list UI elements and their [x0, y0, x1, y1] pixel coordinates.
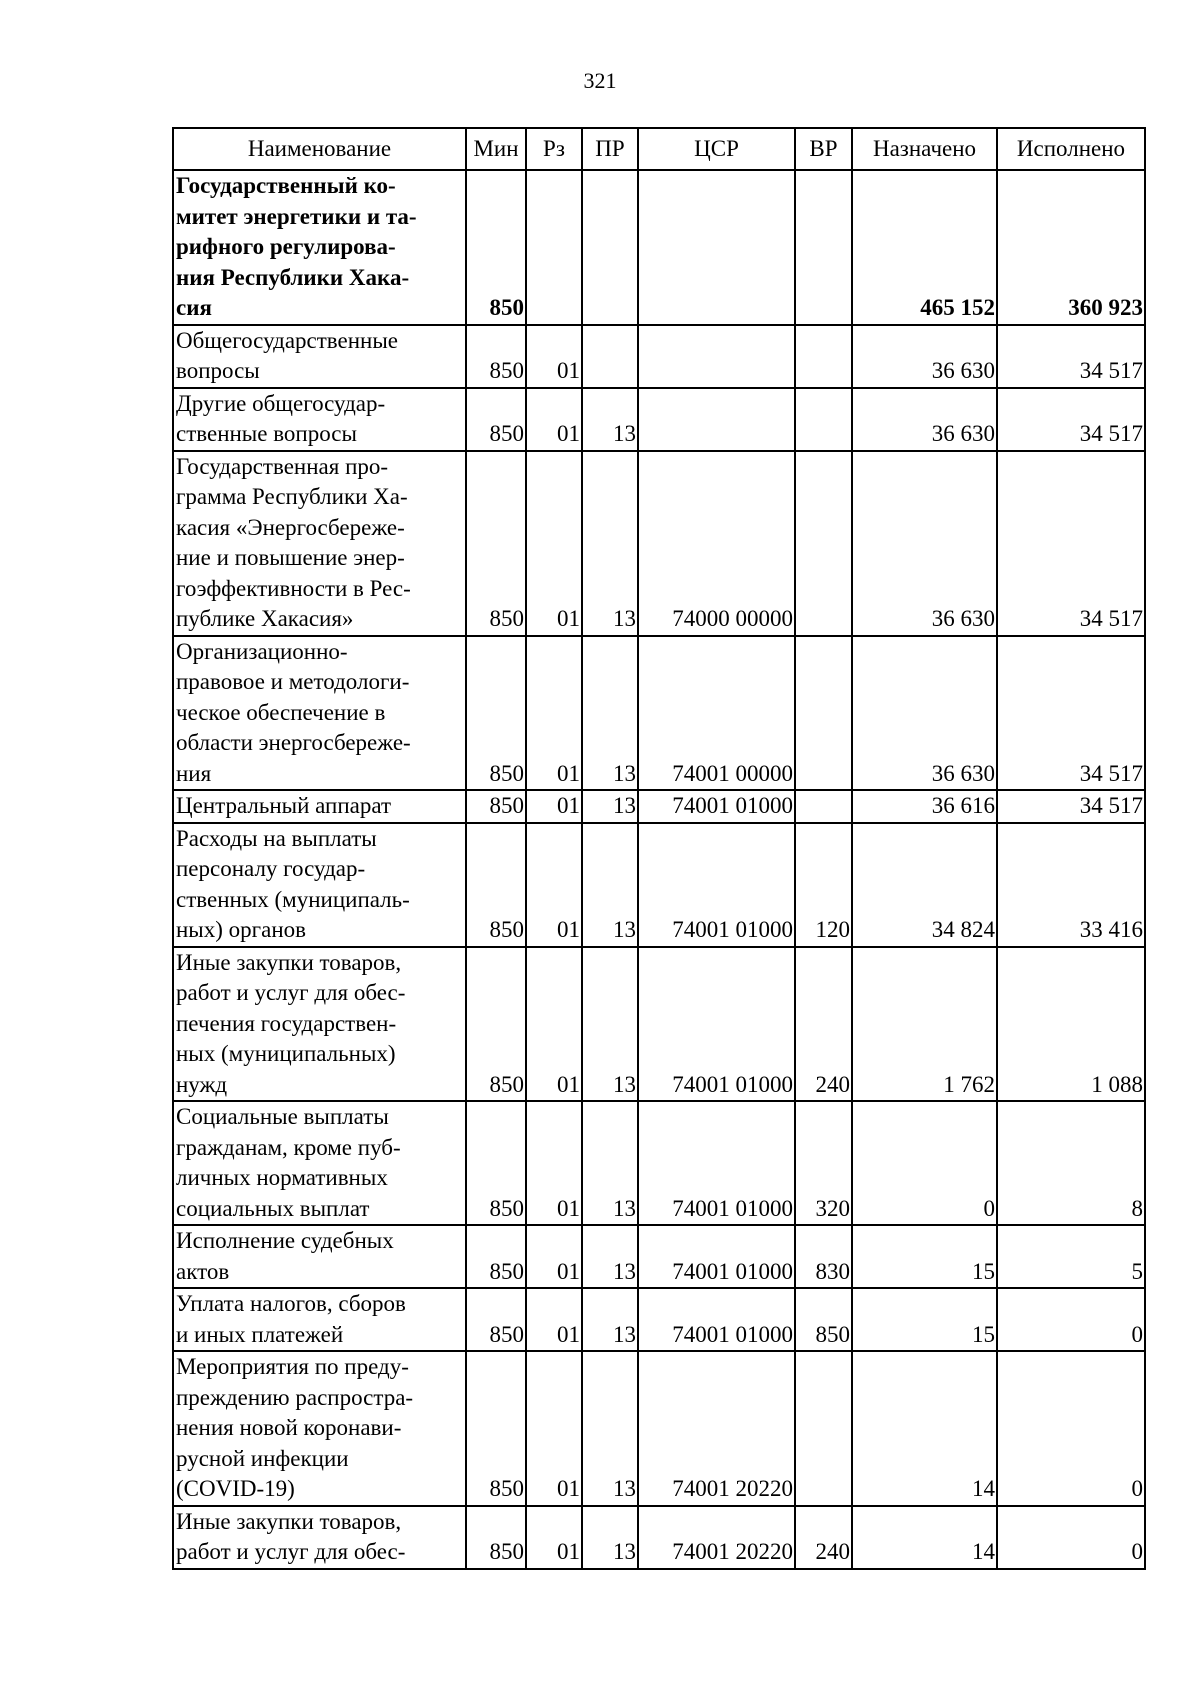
cell-name-line: работ и услуг для обес- [176, 980, 406, 1005]
cell-name-line: Расходы на выплаты [176, 825, 377, 851]
cell-csr: 74001 01000 [638, 790, 795, 823]
header-name: Наименование [173, 128, 466, 170]
cell-name [173, 790, 466, 823]
cell-rz: 01 [526, 947, 582, 1102]
cell-vr [795, 451, 852, 636]
cell-name-line: русной инфекции [176, 1445, 349, 1471]
cell-executed: 0 [997, 1351, 1145, 1506]
cell-csr: 74000 00000 [638, 451, 795, 636]
cell-name [173, 1506, 466, 1569]
cell-name-line: и иных платежей [176, 1321, 344, 1347]
cell-rz: 01 [526, 790, 582, 823]
cell-vr: 240 [795, 1506, 852, 1569]
cell-vr [795, 1351, 852, 1506]
cell-csr: 74001 01000 [638, 947, 795, 1102]
cell-min: 850 [466, 170, 526, 325]
cell-rz: 01 [526, 636, 582, 791]
cell-name-line: ных (муниципальных) [176, 1041, 396, 1066]
cell-min: 850 [466, 823, 526, 947]
cell-rz: 01 [526, 823, 582, 947]
cell-name-line: ческое обеспечение в [176, 699, 386, 725]
cell-executed: 8 [997, 1101, 1145, 1225]
table-row [173, 790, 1145, 823]
cell-min: 850 [466, 325, 526, 388]
table-row [173, 170, 1145, 325]
header-executed: Исполнено [997, 128, 1145, 170]
cell-name-line: Социальные выплаты [176, 1104, 389, 1129]
cell-name-line: Другие общегосудар- [176, 390, 386, 416]
cell-executed: 0 [997, 1506, 1145, 1569]
cell-name-line: грамма Республики Ха- [176, 484, 408, 509]
cell-assigned: 36 616 [852, 790, 997, 823]
cell-vr: 850 [795, 1288, 852, 1351]
cell-csr: 74001 01000 [638, 1101, 795, 1225]
table-row [173, 1506, 1145, 1569]
cell-name-line: личных нормативных [176, 1165, 388, 1190]
table-row [173, 451, 1145, 636]
cell-vr [795, 388, 852, 451]
cell-name-line: Организационно- [176, 638, 348, 664]
cell-executed: 1 088 [997, 947, 1145, 1102]
cell-rz: 01 [526, 1351, 582, 1506]
cell-name-line: преждению распростра- [176, 1384, 414, 1410]
cell-assigned: 0 [852, 1101, 997, 1225]
cell-name [173, 1288, 466, 1351]
cell-vr: 320 [795, 1101, 852, 1225]
cell-rz: 01 [526, 388, 582, 451]
cell-executed: 360 923 [997, 170, 1145, 325]
cell-pr [582, 325, 638, 388]
cell-csr [638, 388, 795, 451]
cell-assigned: 36 630 [852, 451, 997, 636]
cell-assigned: 36 630 [852, 388, 997, 451]
cell-name-line: Исполнение судебных [176, 1228, 394, 1253]
cell-name-line: касия «Энергосбереже- [176, 514, 405, 540]
header-vr: ВР [795, 128, 852, 170]
table-row [173, 388, 1145, 451]
cell-assigned: 14 [852, 1351, 997, 1506]
cell-name-line: Уплата налогов, сборов [176, 1291, 406, 1316]
cell-executed: 34 517 [997, 636, 1145, 791]
cell-min: 850 [466, 388, 526, 451]
table-row [173, 1101, 1145, 1225]
cell-name-line: ния [176, 760, 212, 786]
cell-vr: 830 [795, 1225, 852, 1288]
cell-assigned: 34 824 [852, 823, 997, 947]
header-rz: Рз [526, 128, 582, 170]
cell-pr [582, 170, 638, 325]
cell-vr [795, 325, 852, 388]
cell-min: 850 [466, 451, 526, 636]
cell-name-line: ние и повышение энер- [176, 545, 405, 570]
cell-name-line: ных) органов [176, 917, 306, 942]
cell-name-line: правовое и методологи- [176, 669, 410, 694]
cell-rz: 01 [526, 1288, 582, 1351]
header-min: Мин [466, 128, 526, 170]
cell-assigned: 14 [852, 1506, 997, 1569]
cell-name [173, 636, 466, 791]
cell-vr [795, 790, 852, 823]
cell-name-line: Государственный ко- [176, 173, 396, 198]
header-pr: ПР [582, 128, 638, 170]
cell-rz: 01 [526, 1101, 582, 1225]
cell-name-line: Государственная про- [176, 453, 389, 479]
header-csr: ЦСР [638, 128, 795, 170]
cell-min: 850 [466, 1351, 526, 1506]
cell-name-line: актов [176, 1258, 230, 1284]
cell-pr: 13 [582, 823, 638, 947]
cell-min: 850 [466, 1225, 526, 1288]
cell-pr: 13 [582, 1288, 638, 1351]
cell-name-line: Иные закупки товаров, [176, 1508, 402, 1534]
cell-name-line: нения новой коронави- [176, 1415, 402, 1440]
cell-name [173, 947, 466, 1102]
cell-name [173, 1101, 466, 1225]
cell-csr: 74001 20220 [638, 1506, 795, 1569]
cell-name-line: Мероприятия по преду- [176, 1354, 409, 1379]
cell-name-line: ственные вопросы [176, 421, 357, 446]
cell-csr [638, 325, 795, 388]
cell-csr: 74001 01000 [638, 1288, 795, 1351]
cell-csr: 74001 00000 [638, 636, 795, 791]
table-row [173, 823, 1145, 947]
cell-name-line: гражданам, кроме пуб- [176, 1134, 401, 1160]
cell-min: 850 [466, 1101, 526, 1225]
cell-assigned: 1 762 [852, 947, 997, 1102]
cell-pr: 13 [582, 451, 638, 636]
cell-min: 850 [466, 790, 526, 823]
cell-name [173, 325, 466, 388]
cell-min: 850 [466, 1506, 526, 1569]
cell-vr [795, 170, 852, 325]
cell-min: 850 [466, 1288, 526, 1351]
cell-name [173, 823, 466, 947]
cell-pr: 13 [582, 1506, 638, 1569]
cell-name-line: (COVID-19) [176, 1476, 295, 1501]
cell-executed: 5 [997, 1225, 1145, 1288]
cell-name-line: ственных (муниципаль- [176, 886, 410, 912]
cell-assigned: 15 [852, 1225, 997, 1288]
cell-min: 850 [466, 636, 526, 791]
cell-vr: 120 [795, 823, 852, 947]
cell-name-line: ния Республики Хака- [176, 264, 410, 290]
cell-csr: 74001 01000 [638, 823, 795, 947]
header-assigned: Назначено [852, 128, 997, 170]
cell-name [173, 388, 466, 451]
cell-executed: 0 [997, 1288, 1145, 1351]
cell-pr: 13 [582, 1225, 638, 1288]
cell-assigned: 36 630 [852, 325, 997, 388]
table-row [173, 1225, 1145, 1288]
cell-pr: 13 [582, 790, 638, 823]
cell-assigned: 15 [852, 1288, 997, 1351]
cell-name-line: Центральный аппарат [176, 793, 392, 818]
cell-executed: 34 517 [997, 451, 1145, 636]
cell-pr: 13 [582, 1351, 638, 1506]
cell-name [173, 170, 466, 325]
cell-name-line: Иные закупки товаров, [176, 949, 402, 975]
cell-name-line: Общегосударственные [176, 327, 399, 353]
cell-vr: 240 [795, 947, 852, 1102]
cell-name-line: рифного регулирова- [176, 234, 396, 259]
table-header-row [173, 128, 1145, 170]
cell-pr: 13 [582, 636, 638, 791]
cell-executed: 33 416 [997, 823, 1145, 947]
cell-executed: 34 517 [997, 325, 1145, 388]
cell-csr [638, 170, 795, 325]
cell-name-line: митет энергетики и та- [176, 203, 417, 229]
cell-name-line: области энергосбереже- [176, 730, 411, 755]
cell-name-line: вопросы [176, 358, 260, 383]
cell-executed: 34 517 [997, 790, 1145, 823]
table-row [173, 636, 1145, 791]
cell-pr: 13 [582, 1101, 638, 1225]
page-number: 321 [583, 68, 617, 93]
cell-name-line: социальных выплат [176, 1195, 370, 1221]
cell-name [173, 451, 466, 636]
table-row [173, 1351, 1145, 1506]
cell-name-line: сия [176, 295, 212, 320]
cell-vr [795, 636, 852, 791]
cell-rz: 01 [526, 325, 582, 388]
table-row [173, 947, 1145, 1102]
cell-name-line: нужд [176, 1071, 228, 1097]
cell-name [173, 1351, 466, 1506]
cell-name-line: публике Хакасия» [176, 606, 354, 631]
table-row [173, 1288, 1145, 1351]
cell-pr: 13 [582, 947, 638, 1102]
cell-rz: 01 [526, 451, 582, 636]
cell-executed: 34 517 [997, 388, 1145, 451]
cell-csr: 74001 01000 [638, 1225, 795, 1288]
cell-csr: 74001 20220 [638, 1351, 795, 1506]
cell-name-line: работ и услуг для обес- [176, 1539, 406, 1564]
cell-name-line: печения государствен- [176, 1010, 397, 1036]
cell-name [173, 1225, 466, 1288]
budget-table [172, 127, 1146, 1570]
cell-name-line: персоналу государ- [176, 856, 366, 881]
cell-assigned: 465 152 [852, 170, 997, 325]
table-row [173, 325, 1145, 388]
cell-rz: 01 [526, 1225, 582, 1288]
cell-assigned: 36 630 [852, 636, 997, 791]
cell-rz: 01 [526, 1506, 582, 1569]
cell-min: 850 [466, 947, 526, 1102]
cell-rz [526, 170, 582, 325]
cell-name-line: гоэффективности в Рес- [176, 575, 411, 601]
cell-pr: 13 [582, 388, 638, 451]
